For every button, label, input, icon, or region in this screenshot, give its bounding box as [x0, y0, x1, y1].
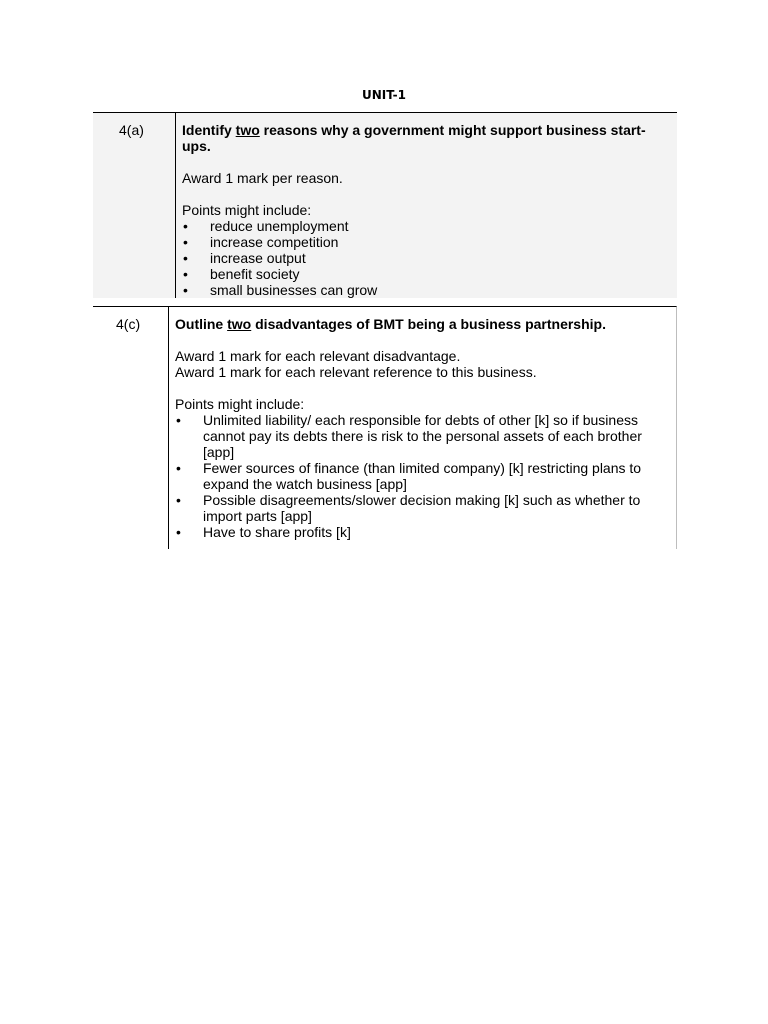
question-prompt: [182, 122, 672, 154]
bullet-icon: •: [183, 250, 188, 266]
point-text: benefit society: [210, 266, 300, 282]
column-divider: [168, 307, 169, 549]
prompt-text-underlined: two: [235, 122, 260, 138]
award-guidance: [182, 170, 672, 186]
points-section: [175, 396, 670, 540]
points-heading: Points might include:: [182, 202, 312, 218]
question-prompt: [175, 316, 670, 332]
bullet-icon: •: [176, 492, 181, 508]
question-block-4c: [93, 306, 677, 549]
points-heading: Points might include:: [175, 396, 305, 412]
list-item: [182, 218, 672, 234]
question-content: [175, 316, 670, 540]
bullet-icon: •: [176, 524, 181, 540]
award-guidance: [175, 348, 670, 380]
points-list: [175, 412, 670, 540]
award-line: Award 1 mark for each relevant reference to this business.: [175, 364, 537, 380]
points-list: [182, 218, 672, 298]
list-item: [182, 282, 672, 298]
list-item: [175, 412, 670, 460]
bullet-icon: •: [183, 266, 188, 282]
points-section: [182, 202, 672, 298]
question-block-4a: [93, 112, 677, 298]
list-item: [175, 524, 670, 540]
list-item: [182, 250, 672, 266]
bullet-icon: •: [183, 282, 188, 298]
point-text: increase competition: [210, 234, 339, 250]
prompt-text-before: Outline: [175, 316, 228, 332]
bullet-icon: •: [176, 412, 181, 428]
point-text: Unlimited liability/ each responsible for debts of other [k] so if business cannot pay its debts there is risk to the personal assets of each brother [app]: [203, 412, 642, 460]
bullet-icon: •: [183, 218, 188, 234]
prompt-text-underlined: two: [227, 316, 252, 332]
point-text: reduce unemployment: [210, 218, 349, 234]
prompt-text-after: disadvantages of BMT being a business partnership.: [251, 316, 606, 332]
point-text: Have to share profits [k]: [203, 524, 351, 540]
question-content: [182, 122, 672, 298]
prompt-text-after: reasons why a government might support business start-ups.: [182, 122, 646, 154]
question-number: 4(a): [119, 122, 144, 138]
bullet-icon: •: [176, 460, 181, 476]
question-number: 4(c): [116, 316, 141, 332]
award-line: Award 1 mark for each relevant disadvantage.: [175, 348, 461, 364]
list-item: [175, 492, 670, 524]
column-divider: [175, 113, 176, 298]
page-title: UNIT-1: [361, 88, 406, 102]
award-line: Award 1 mark per reason.: [182, 170, 343, 186]
point-text: Possible disagreements/slower decision making [k] such as whether to import parts [app]: [203, 492, 641, 524]
list-item: [175, 460, 670, 492]
point-text: increase output: [210, 250, 306, 266]
bullet-icon: •: [183, 234, 188, 250]
prompt-text-before: Identify: [182, 122, 236, 138]
point-text: small businesses can grow: [210, 282, 378, 298]
list-item: [182, 234, 672, 250]
list-item: [182, 266, 672, 282]
point-text: Fewer sources of finance (than limited company) [k] restricting plans to expand the watch business [app]: [203, 460, 642, 492]
